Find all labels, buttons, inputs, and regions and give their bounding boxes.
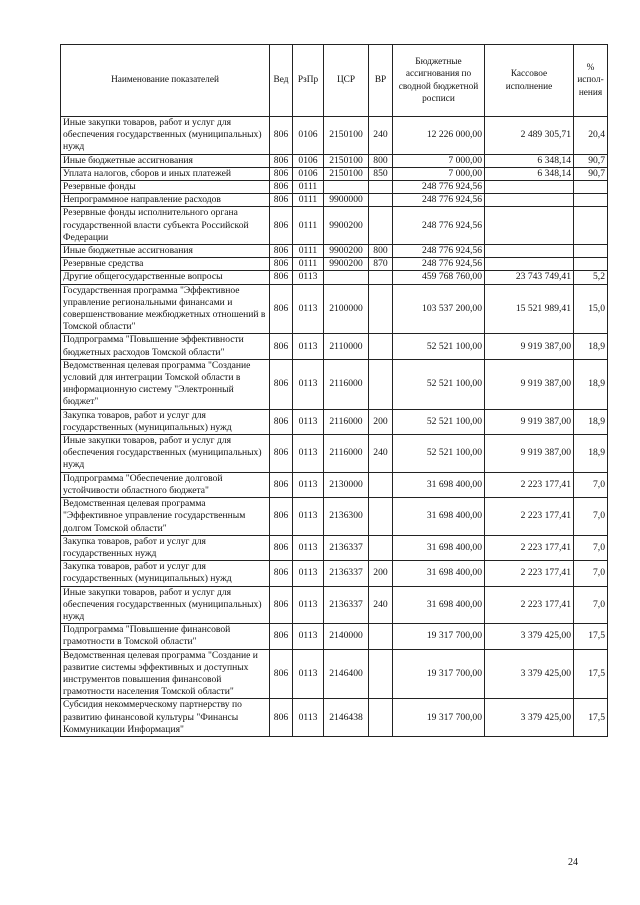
table-row [61, 699, 608, 737]
cell-ved: 806 [270, 649, 293, 699]
table-row [61, 586, 608, 624]
table-row [61, 207, 608, 245]
budget-execution-table [60, 44, 608, 737]
table-header-row [61, 45, 608, 117]
cell-csr: 2150100 [324, 154, 369, 167]
cell-rzpr: 0113 [293, 699, 324, 737]
cell-rzpr: 0113 [293, 359, 324, 409]
cell-csr: 2116000 [324, 359, 369, 409]
cell-cash [485, 207, 574, 245]
cell-budget: 19 317 700,00 [393, 649, 485, 699]
cell-ved: 806 [270, 435, 293, 473]
cell-budget: 31 698 400,00 [393, 498, 485, 536]
cell-ved: 806 [270, 117, 293, 155]
cell-rzpr: 0113 [293, 535, 324, 560]
cell-budget: 248 776 924,56 [393, 245, 485, 258]
cell-cash: 9 919 387,00 [485, 409, 574, 434]
cell-rzpr: 0106 [293, 117, 324, 155]
cell-cash: 2 223 177,41 [485, 586, 574, 624]
cell-cash: 9 919 387,00 [485, 334, 574, 359]
cell-cash: 2 223 177,41 [485, 535, 574, 560]
cell-name: Государственная программа "Эффективное управление региональными финансами и совершенствование межбюджетных отношений в Томской области" [61, 284, 270, 334]
cell-budget: 103 537 200,00 [393, 284, 485, 334]
cell-name: Подпрограмма "Обеспечение долговой устойчивости областного бюджета" [61, 472, 270, 497]
cell-csr: 2136337 [324, 561, 369, 586]
page-number: 24 [568, 857, 578, 868]
cell-cash: 2 223 177,41 [485, 498, 574, 536]
cell-pct [574, 181, 608, 194]
cell-cash: 6 348,14 [485, 167, 574, 180]
cell-pct: 7,0 [574, 498, 608, 536]
cell-name: Подпрограмма "Повышение финансовой грамотности в Томской области" [61, 624, 270, 649]
cell-vr [369, 535, 393, 560]
document-page [60, 44, 607, 737]
cell-vr: 200 [369, 561, 393, 586]
cell-budget: 248 776 924,56 [393, 181, 485, 194]
cell-vr [369, 498, 393, 536]
cell-pct: 17,5 [574, 699, 608, 737]
cell-csr: 2150100 [324, 167, 369, 180]
cell-csr: 2146438 [324, 699, 369, 737]
cell-ved: 806 [270, 472, 293, 497]
cell-ved: 806 [270, 167, 293, 180]
cell-vr [369, 359, 393, 409]
cell-ved: 806 [270, 154, 293, 167]
header-csr: ЦСР [324, 45, 369, 117]
cell-pct [574, 207, 608, 245]
cell-ved: 806 [270, 586, 293, 624]
cell-ved: 806 [270, 284, 293, 334]
cell-name: Субсидия некоммерческому партнерству по развитию финансовой культуры "Финансы Коммуникации Информация" [61, 699, 270, 737]
cell-csr [324, 271, 369, 284]
cell-ved: 806 [270, 561, 293, 586]
table-row [61, 561, 608, 586]
cell-name: Резервные фонды [61, 181, 270, 194]
cell-rzpr: 0106 [293, 167, 324, 180]
table-row [61, 409, 608, 434]
table-row [61, 498, 608, 536]
cell-rzpr: 0111 [293, 245, 324, 258]
header-pct: % испол-нения [574, 45, 608, 117]
cell-cash: 6 348,14 [485, 154, 574, 167]
cell-name: Ведомственная целевая программа "Создание и развитие системы эффективных и доступных инструментов повышения финансовой грамотности населения Томской области" [61, 649, 270, 699]
cell-budget: 52 521 100,00 [393, 334, 485, 359]
cell-csr: 9900200 [324, 207, 369, 245]
table-row [61, 334, 608, 359]
cell-name: Иные закупки товаров, работ и услуг для обеспечения государственных (муниципальных) нужд [61, 586, 270, 624]
cell-vr [369, 207, 393, 245]
table-row [61, 245, 608, 258]
cell-pct: 7,0 [574, 535, 608, 560]
cell-name: Ведомственная целевая программа "Создание условий для интеграции Томской области в информационную систему "Электронный бюджет" [61, 359, 270, 409]
cell-vr: 800 [369, 154, 393, 167]
cell-name: Уплата налогов, сборов и иных платежей [61, 167, 270, 180]
cell-vr: 240 [369, 435, 393, 473]
table-row [61, 624, 608, 649]
cell-pct [574, 245, 608, 258]
cell-cash [485, 258, 574, 271]
cell-pct: 18,9 [574, 435, 608, 473]
cell-name: Резервные фонды исполнительного органа государственной власти субъекта Российской Федерации [61, 207, 270, 245]
cell-rzpr: 0111 [293, 181, 324, 194]
cell-budget: 31 698 400,00 [393, 586, 485, 624]
table-row [61, 435, 608, 473]
cell-pct: 7,0 [574, 561, 608, 586]
cell-pct: 18,9 [574, 334, 608, 359]
cell-vr: 240 [369, 586, 393, 624]
cell-budget: 248 776 924,56 [393, 194, 485, 207]
cell-pct: 20,4 [574, 117, 608, 155]
cell-csr: 2110000 [324, 334, 369, 359]
cell-name: Иные закупки товаров, работ и услуг для обеспечения государственных (муниципальных) нужд [61, 117, 270, 155]
cell-rzpr: 0113 [293, 435, 324, 473]
cell-csr [324, 181, 369, 194]
cell-vr [369, 472, 393, 497]
cell-ved: 806 [270, 699, 293, 737]
table-row [61, 167, 608, 180]
cell-pct: 18,9 [574, 409, 608, 434]
cell-name: Иные закупки товаров, работ и услуг для обеспечения государственных (муниципальных) нужд [61, 435, 270, 473]
cell-budget: 7 000,00 [393, 167, 485, 180]
cell-csr: 9900000 [324, 194, 369, 207]
cell-pct [574, 258, 608, 271]
cell-name: Другие общегосударственные вопросы [61, 271, 270, 284]
cell-ved: 806 [270, 498, 293, 536]
cell-cash: 9 919 387,00 [485, 359, 574, 409]
cell-budget: 248 776 924,56 [393, 207, 485, 245]
cell-ved: 806 [270, 624, 293, 649]
cell-csr: 2140000 [324, 624, 369, 649]
header-vr: ВР [369, 45, 393, 117]
cell-name: Иные бюджетные ассигнования [61, 245, 270, 258]
cell-rzpr: 0113 [293, 334, 324, 359]
table-row [61, 649, 608, 699]
cell-csr: 2116000 [324, 409, 369, 434]
cell-ved: 806 [270, 409, 293, 434]
table-row [61, 181, 608, 194]
cell-ved: 806 [270, 334, 293, 359]
table-body [61, 117, 608, 737]
cell-vr [369, 624, 393, 649]
table-row [61, 258, 608, 271]
cell-ved: 806 [270, 245, 293, 258]
cell-cash: 3 379 425,00 [485, 624, 574, 649]
cell-budget: 52 521 100,00 [393, 409, 485, 434]
cell-name: Подпрограмма "Повышение эффективности бюджетных расходов Томской области" [61, 334, 270, 359]
cell-rzpr: 0111 [293, 207, 324, 245]
cell-ved: 806 [270, 359, 293, 409]
header-name: Наименование показателей [61, 45, 270, 117]
table-row [61, 359, 608, 409]
cell-rzpr: 0113 [293, 284, 324, 334]
cell-vr: 850 [369, 167, 393, 180]
table-row [61, 284, 608, 334]
cell-vr [369, 284, 393, 334]
cell-rzpr: 0113 [293, 472, 324, 497]
cell-cash: 9 919 387,00 [485, 435, 574, 473]
cell-budget: 31 698 400,00 [393, 535, 485, 560]
cell-pct: 5,2 [574, 271, 608, 284]
cell-cash [485, 245, 574, 258]
table-row [61, 271, 608, 284]
cell-vr: 200 [369, 409, 393, 434]
cell-budget: 12 226 000,00 [393, 117, 485, 155]
cell-budget: 19 317 700,00 [393, 699, 485, 737]
cell-name: Непрограммное направление расходов [61, 194, 270, 207]
cell-csr: 2136300 [324, 498, 369, 536]
cell-ved: 806 [270, 207, 293, 245]
cell-pct: 7,0 [574, 472, 608, 497]
cell-pct: 7,0 [574, 586, 608, 624]
cell-pct: 18,9 [574, 359, 608, 409]
cell-csr: 2136337 [324, 535, 369, 560]
cell-rzpr: 0113 [293, 624, 324, 649]
cell-cash: 3 379 425,00 [485, 649, 574, 699]
cell-rzpr: 0113 [293, 586, 324, 624]
cell-csr: 2130000 [324, 472, 369, 497]
cell-name: Закупка товаров, работ и услуг для государственных (муниципальных) нужд [61, 409, 270, 434]
cell-vr [369, 271, 393, 284]
cell-vr [369, 699, 393, 737]
cell-cash [485, 194, 574, 207]
cell-cash: 2 223 177,41 [485, 472, 574, 497]
cell-name: Иные бюджетные ассигнования [61, 154, 270, 167]
cell-vr [369, 649, 393, 699]
cell-budget: 248 776 924,56 [393, 258, 485, 271]
header-budget: Бюджетные ассигнования по сводной бюджетной росписи [393, 45, 485, 117]
cell-vr [369, 334, 393, 359]
cell-vr [369, 194, 393, 207]
table-row [61, 117, 608, 155]
cell-pct: 90,7 [574, 167, 608, 180]
cell-vr: 870 [369, 258, 393, 271]
header-cash: Кассовое исполнение [485, 45, 574, 117]
cell-ved: 806 [270, 258, 293, 271]
cell-rzpr: 0113 [293, 409, 324, 434]
header-rzpr: РзПр [293, 45, 324, 117]
cell-vr [369, 181, 393, 194]
cell-ved: 806 [270, 271, 293, 284]
cell-cash: 2 223 177,41 [485, 561, 574, 586]
cell-csr: 2146400 [324, 649, 369, 699]
cell-rzpr: 0106 [293, 154, 324, 167]
cell-rzpr: 0111 [293, 194, 324, 207]
cell-csr: 2136337 [324, 586, 369, 624]
cell-csr: 9900200 [324, 258, 369, 271]
cell-pct: 17,5 [574, 649, 608, 699]
cell-budget: 19 317 700,00 [393, 624, 485, 649]
cell-ved: 806 [270, 194, 293, 207]
cell-rzpr: 0111 [293, 258, 324, 271]
cell-rzpr: 0113 [293, 498, 324, 536]
cell-pct: 90,7 [574, 154, 608, 167]
table-row [61, 194, 608, 207]
cell-cash: 15 521 989,41 [485, 284, 574, 334]
cell-name: Резервные средства [61, 258, 270, 271]
cell-ved: 806 [270, 535, 293, 560]
cell-name: Ведомственная целевая программа "Эффективное управление государственным долгом Томской области" [61, 498, 270, 536]
cell-ved: 806 [270, 181, 293, 194]
cell-vr: 240 [369, 117, 393, 155]
cell-cash: 3 379 425,00 [485, 699, 574, 737]
cell-cash [485, 181, 574, 194]
cell-budget: 31 698 400,00 [393, 472, 485, 497]
cell-budget: 459 768 760,00 [393, 271, 485, 284]
cell-rzpr: 0113 [293, 271, 324, 284]
cell-name: Закупка товаров, работ и услуг для государственных нужд [61, 535, 270, 560]
cell-rzpr: 0113 [293, 561, 324, 586]
cell-csr: 9900200 [324, 245, 369, 258]
cell-csr: 2150100 [324, 117, 369, 155]
cell-budget: 52 521 100,00 [393, 359, 485, 409]
cell-pct: 17,5 [574, 624, 608, 649]
cell-pct: 15,0 [574, 284, 608, 334]
cell-budget: 52 521 100,00 [393, 435, 485, 473]
cell-cash: 2 489 305,71 [485, 117, 574, 155]
table-row [61, 154, 608, 167]
cell-pct [574, 194, 608, 207]
cell-budget: 7 000,00 [393, 154, 485, 167]
cell-vr: 800 [369, 245, 393, 258]
table-row [61, 472, 608, 497]
cell-budget: 31 698 400,00 [393, 561, 485, 586]
header-ved: Вед [270, 45, 293, 117]
cell-name: Закупка товаров, работ и услуг для государственных (муниципальных) нужд [61, 561, 270, 586]
table-row [61, 535, 608, 560]
cell-csr: 2100000 [324, 284, 369, 334]
cell-rzpr: 0113 [293, 649, 324, 699]
cell-csr: 2116000 [324, 435, 369, 473]
cell-cash: 23 743 749,41 [485, 271, 574, 284]
